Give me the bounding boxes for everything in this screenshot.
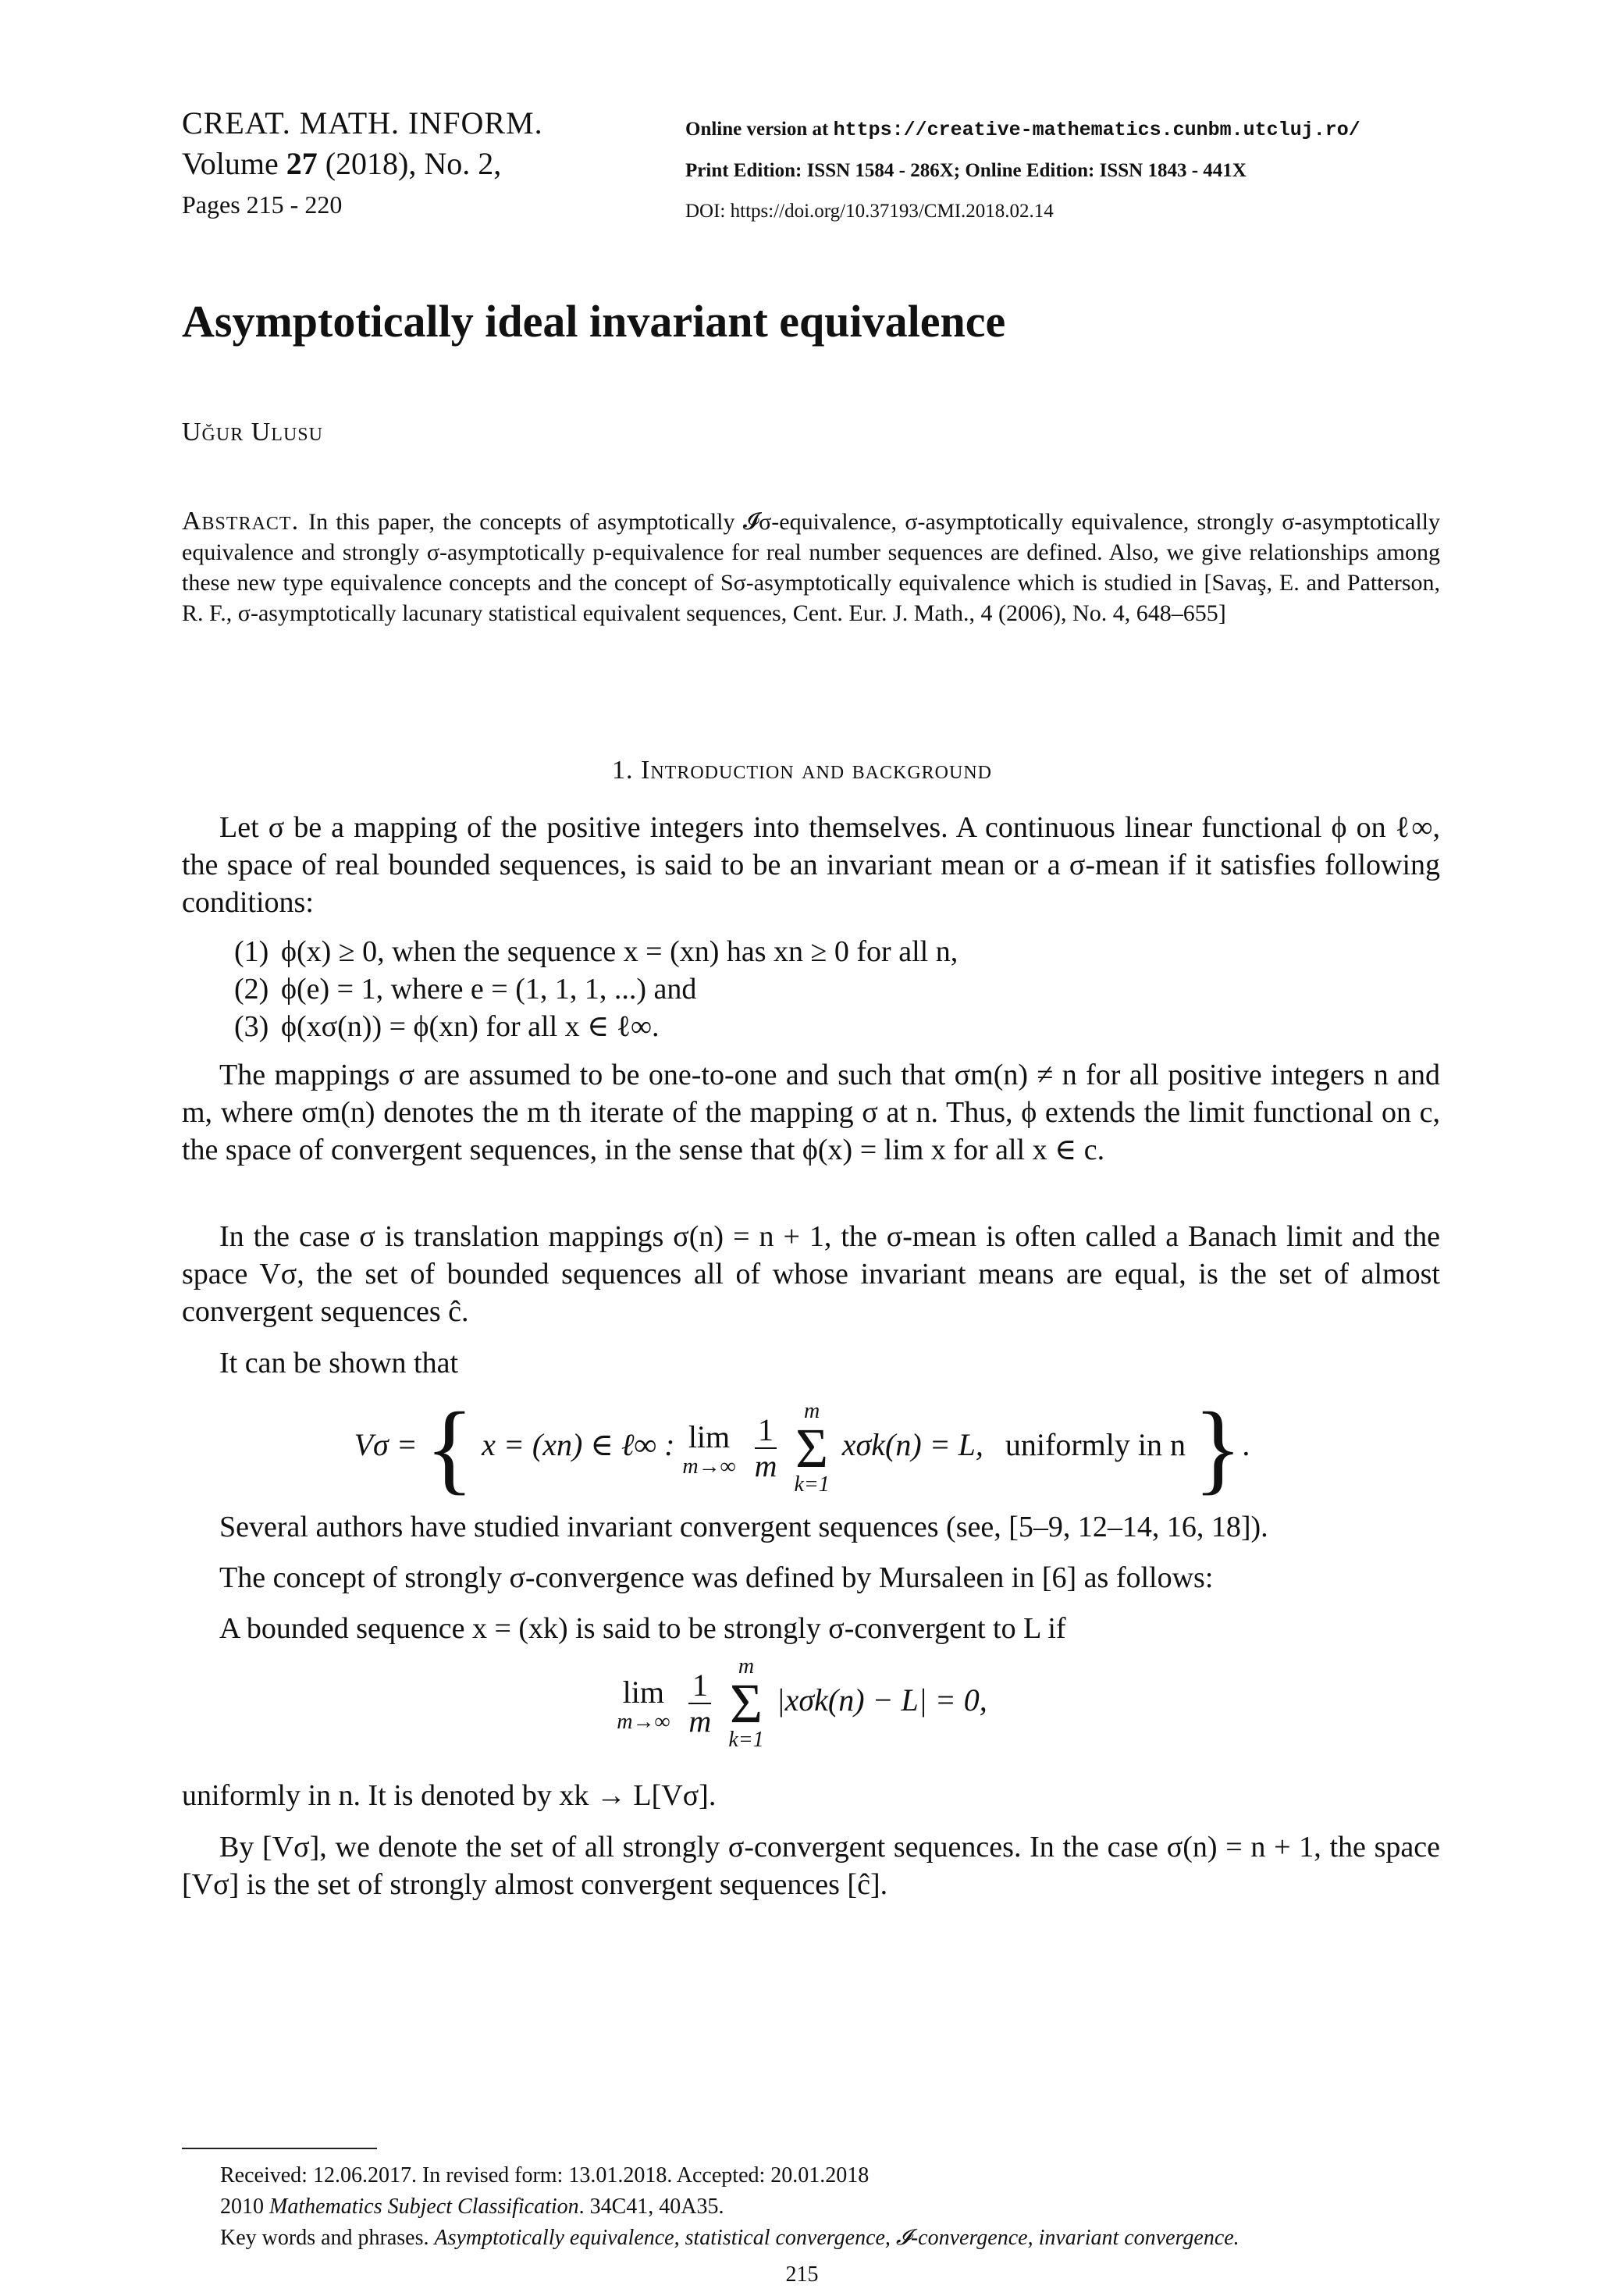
paragraph-banach: In the case σ is translation mappings σ(n) = n + 1, the σ-mean is often called a Banach limit and the space Vσ, the set of bounded sequences all of whose invariant means are equal, is the set of almost convergent sequences ĉ. bbox=[182, 1220, 1440, 1328]
summation: m Σ k=1 bbox=[728, 1654, 764, 1752]
journal-pages: Pages 215 - 220 bbox=[182, 190, 343, 219]
journal-name: CREAT. MATH. INFORM. bbox=[182, 105, 543, 141]
abstract bbox=[182, 506, 1440, 628]
footnote-keywords: Key words and phrases. Asymptotically equivalence, statistical convergence, 𝓘-convergence, invariant convergence. bbox=[220, 2226, 1239, 2250]
section-heading: 1. Introduction and background bbox=[612, 756, 992, 785]
paragraph-intro: Let σ be a mapping of the positive integers into themselves. A continuous linear functional ϕ on ℓ∞, the space of real bounded sequences, is said to be an invariant mean or a σ-mean if it satisfies following conditions: bbox=[182, 811, 1440, 919]
condition-item-2: (2) ϕ(e) = 1, where e = (1, 1, 1, ...) and bbox=[234, 973, 697, 1006]
condition-item-1: (1) ϕ(x) ≥ 0, when the sequence x = (xn) has xn ≥ 0 for all n, bbox=[234, 935, 958, 968]
print-edition: Print Edition: ISSN 1584 - 286X; Online Edition: ISSN 1843 - 441X bbox=[685, 160, 1247, 181]
equation-v-sigma: Vσ = { x = (xn) ∈ ℓ∞ : lim m→∞ $\frac{1}{m}$ m Σ k=1 xσk(n) = L, uniformly in n }. bbox=[354, 1392, 1250, 1504]
abstract-text: In this paper, the concepts of asymptotically 𝓘σ-equivalence, σ-asymptotically equivalence, strongly σ-asymptotically equivalence and strongly σ-asymptotically p-equivalence for real number sequences are defined. Also, we give relationships among these new type equivalence concepts and the concept of Sσ-asymptotically equivalence which is studied in [Savaş, E. and Patterson, R. F., σ-asymptotically lacunary statistical equivalent sequences, Cent. Eur. J. Math., 4 (2006), No. 4, 648–655] bbox=[182, 509, 1440, 626]
condition-item-3: (3) ϕ(xσ(n)) = ϕ(xn) for all x ∈ ℓ∞. bbox=[234, 1010, 660, 1043]
left-brace: { bbox=[425, 1392, 475, 1504]
footnote-msc: 2010 Mathematics Subject Classification. 34C41, 40A35. bbox=[220, 2195, 724, 2219]
online-url-link[interactable]: https://creative-mathematics.cunbm.utcluj.ro/ bbox=[833, 119, 1360, 141]
paragraph-uniformly: uniformly in n. It is denoted by xk → L[Vσ]. bbox=[182, 1779, 717, 1812]
journal-volume: Volume 27 (2018), No. 2, bbox=[182, 146, 502, 181]
abstract-label: Abstract. bbox=[182, 507, 300, 536]
summation: m Σ k=1 bbox=[794, 1399, 830, 1497]
limit-operator: lim m→∞ bbox=[617, 1674, 670, 1734]
paragraph-strongly-set: By [Vσ], we denote the set of all strongly σ-convergent sequences. In the case σ(n) = n + 1, the space [Vσ] is the set of strongly almost convergent sequences [ĉ]. bbox=[182, 1831, 1440, 1901]
paragraph-authors: Several authors have studied invariant convergent sequences (see, [5–9, 12–14, 16, 18]). bbox=[219, 1511, 1268, 1543]
journal-header bbox=[182, 103, 543, 225]
limit-operator: lim m→∞ bbox=[682, 1419, 736, 1479]
fraction-one-over-m: $\frac{1}{m}$ bbox=[754, 1412, 777, 1483]
page-number: 215 bbox=[785, 2262, 819, 2287]
footnote-rule bbox=[182, 2148, 377, 2149]
doi-link[interactable]: DOI: https://doi.org/10.37193/CMI.2018.02.14 bbox=[685, 201, 1054, 222]
paragraph-mappings: The mappings σ are assumed to be one-to-one and such that σm(n) ≠ n for all positive integers n and m, where σm(n) denotes the m th iterate of the mapping σ at n. Thus, ϕ extends the limit functional on c, the space of convergent sequences, in the sense that ϕ(x) = lim x for all x ∈ c. bbox=[182, 1059, 1440, 1166]
paragraph-bounded: A bounded sequence x = (xk) is said to be strongly σ-convergent to L if bbox=[219, 1612, 1066, 1645]
author-name: Uğur Ulusu bbox=[182, 418, 323, 447]
footnote-received: Received: 12.06.2017. In revised form: 13.01.2018. Accepted: 20.01.2018 bbox=[220, 2163, 870, 2187]
equation-strong-convergence: lim m→∞ $\frac{1}{m}$ m Σ k=1 |xσk(n) − L| = 0, bbox=[617, 1654, 987, 1752]
right-brace: } bbox=[1193, 1392, 1243, 1504]
paragraph-shown: It can be shown that bbox=[219, 1347, 459, 1379]
fraction-one-over-m: $\frac{1}{m}$ bbox=[688, 1668, 712, 1739]
journal-info bbox=[685, 109, 1360, 232]
paragraph-mursaleen: The concept of strongly σ-convergence was defined by Mursaleen in [6] as follows: bbox=[219, 1561, 1214, 1594]
paper-title: Asymptotically ideal invariant equivalence bbox=[182, 296, 1006, 347]
online-version: Online version at https://creative-mathematics.cunbm.utcluj.ro/ bbox=[685, 119, 1360, 141]
